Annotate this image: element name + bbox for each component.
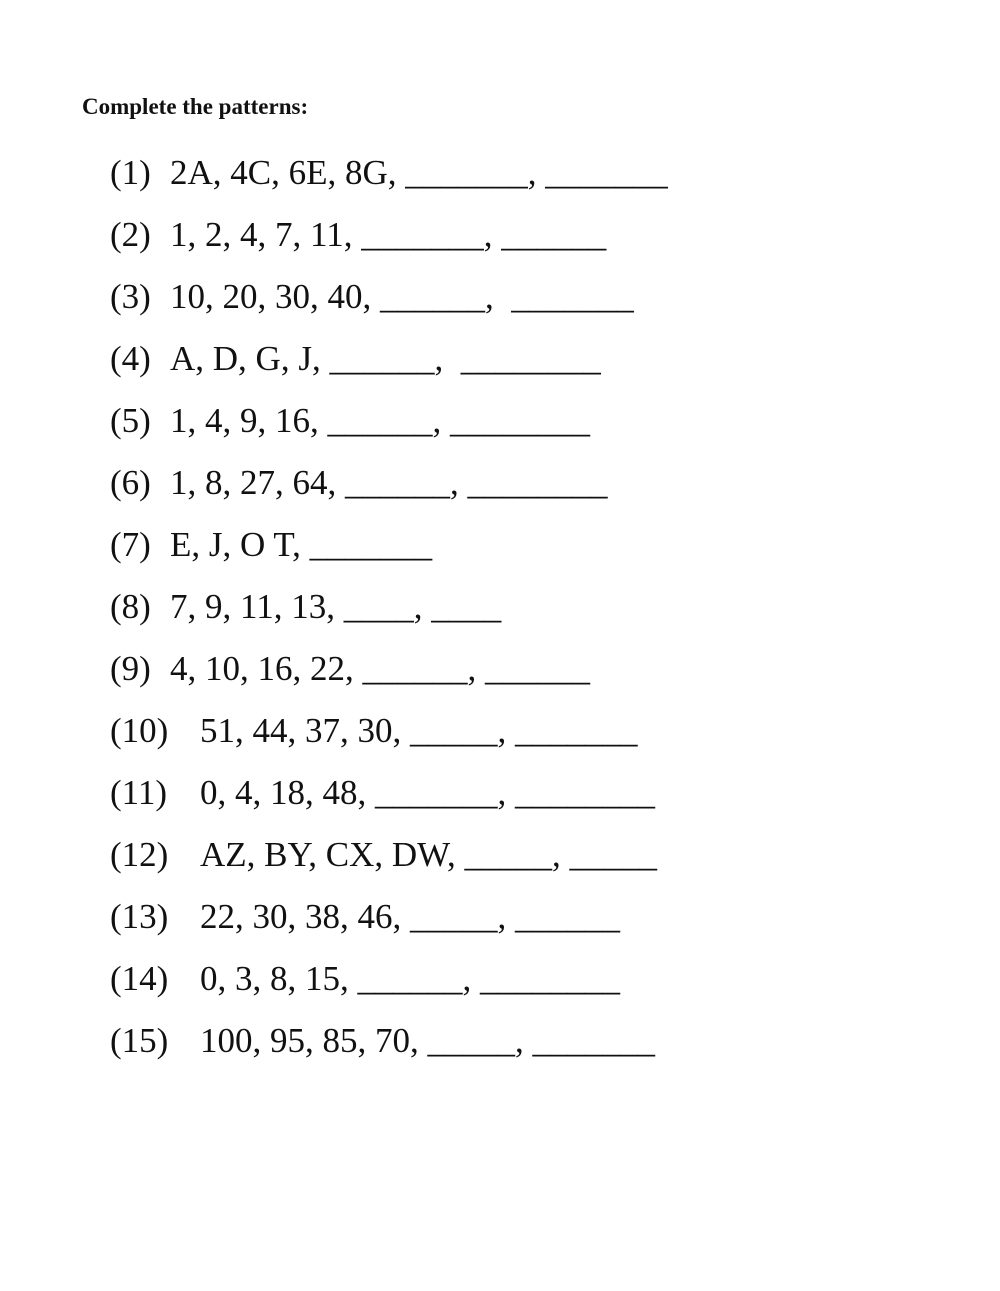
problem-number: (3) <box>110 277 151 316</box>
problem-sequence: 10, 20, 30, 40, ______, _______ <box>170 277 634 316</box>
worksheet-heading: Complete the patterns: <box>82 94 309 119</box>
problem-number: (2) <box>110 215 151 254</box>
problem-item-4 <box>110 328 668 390</box>
problem-list <box>110 142 668 1072</box>
problem-item-9 <box>110 638 668 700</box>
problem-sequence: 7, 9, 11, 13, ____, ____ <box>170 587 502 626</box>
problem-number: (14) <box>110 959 169 998</box>
problem-number: (11) <box>110 773 168 812</box>
problem-sequence: 100, 95, 85, 70, _____, _______ <box>200 1021 655 1060</box>
problem-number: (7) <box>110 525 151 564</box>
problem-item-14 <box>110 948 668 1010</box>
problem-number: (12) <box>110 835 169 874</box>
problem-sequence: 22, 30, 38, 46, _____, ______ <box>200 897 620 936</box>
problem-item-8 <box>110 576 668 638</box>
problem-item-1 <box>110 142 668 204</box>
problem-number: (1) <box>110 153 151 192</box>
problem-sequence: 1, 4, 9, 16, ______, ________ <box>170 401 590 440</box>
problem-sequence: 0, 3, 8, 15, ______, ________ <box>200 959 620 998</box>
problem-sequence: 1, 8, 27, 64, ______, ________ <box>170 463 608 502</box>
problem-number: (4) <box>110 339 151 378</box>
problem-sequence: AZ, BY, CX, DW, _____, _____ <box>200 835 657 874</box>
problem-item-13 <box>110 886 668 948</box>
problem-number: (10) <box>110 711 169 750</box>
problem-number: (6) <box>110 463 151 502</box>
problem-number: (13) <box>110 897 169 936</box>
problem-sequence: 4, 10, 16, 22, ______, ______ <box>170 649 590 688</box>
problem-item-6 <box>110 452 668 514</box>
problem-sequence: 51, 44, 37, 30, _____, _______ <box>200 711 638 750</box>
problem-item-7 <box>110 514 668 576</box>
problem-item-3 <box>110 266 668 328</box>
problem-item-2 <box>110 204 668 266</box>
problem-item-12 <box>110 824 668 886</box>
problem-number: (8) <box>110 587 151 626</box>
problem-sequence: A, D, G, J, ______, ________ <box>170 339 601 378</box>
problem-sequence: 1, 2, 4, 7, 11, _______, ______ <box>170 215 607 254</box>
problem-sequence: 2A, 4C, 6E, 8G, _______, _______ <box>170 153 668 192</box>
problem-item-10 <box>110 700 668 762</box>
problem-number: (15) <box>110 1021 169 1060</box>
problem-item-15 <box>110 1010 668 1072</box>
problem-item-5 <box>110 390 668 452</box>
problem-sequence: E, J, O T, _______ <box>170 525 433 564</box>
problem-number: (9) <box>110 649 151 688</box>
problem-number: (5) <box>110 401 151 440</box>
problem-item-11 <box>110 762 668 824</box>
problem-sequence: 0, 4, 18, 48, _______, ________ <box>200 773 655 812</box>
